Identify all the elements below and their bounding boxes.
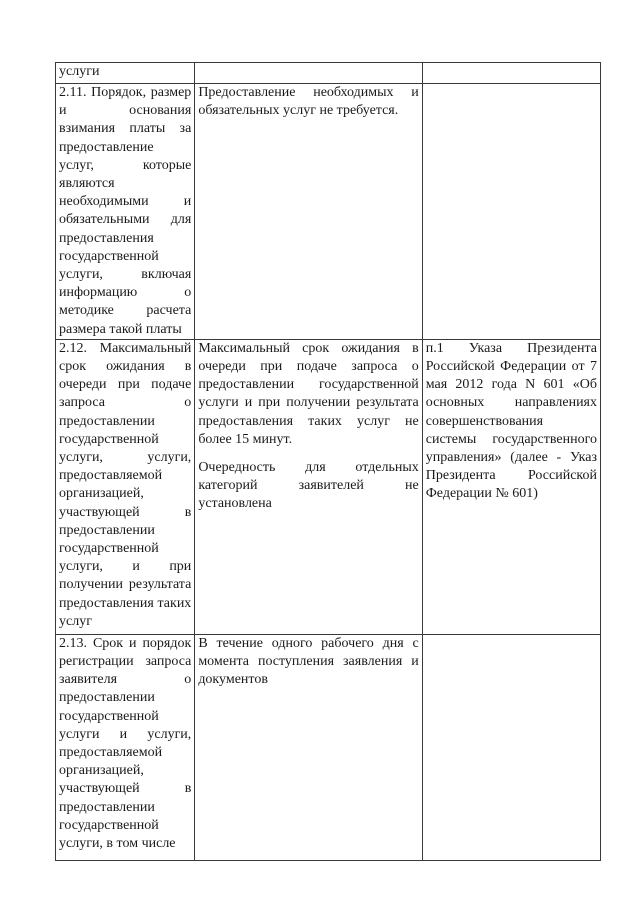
- cell-text: 2.13. Срок и порядок регистрации запроса заявителя о предоставлении государственной услуги и услуги, предоставляемой организацией, участвующей в предоставлении государственной услуги, в том числе: [59, 635, 192, 852]
- table-cell-reference: [422, 84, 600, 340]
- table-cell-content: [195, 63, 422, 84]
- table-cell-content: [195, 84, 422, 340]
- table-cell-content: [195, 634, 422, 860]
- table-cell-criterion: [56, 339, 195, 634]
- table-cell-criterion: [56, 63, 195, 84]
- cell-text: п.1 Указа Президента Российской Федерации от 7 мая 2012 года N 601 «Об основных направлениях совершенствования системы государственного управления» (далее - Указ Президента Российской Федерации № 601): [425, 340, 597, 502]
- cell-text: Предоставление необходимых и обязательных услуг не требуется.: [198, 85, 419, 119]
- cell-text: 2.12. Максимальный срок ожидания в очереди при подаче запроса о предоставлении государственной услуги, услуги, предоставляемой организацией, участвующей в предоставлении государственной услуги, и при получении результата предоставления таких услуг: [59, 340, 192, 629]
- table-cell-reference: [422, 339, 600, 634]
- table-cell-criterion: [56, 84, 195, 340]
- table-cell-criterion: [56, 634, 195, 860]
- table-row: [56, 339, 601, 634]
- document-table: [55, 62, 601, 861]
- table-row: [56, 634, 601, 860]
- table-cell-reference: [422, 63, 600, 84]
- table-cell-reference: [422, 634, 600, 860]
- cell-text: Максимальный срок ожидания в очереди при подаче запроса о предоставлении государственной услуги и при получении результата предоставления таких услуг не более 15 минут.: [198, 340, 419, 447]
- cell-text: 2.11. Порядок, размер и основания взимания платы за предоставление услуг, которые являются необходимыми и обязательными для предоставления государственной услуги, включая информацию о методике расчета размера такой платы: [59, 85, 192, 337]
- table-cell-content: [195, 339, 422, 634]
- cell-text: Очередность для отдельных категорий заявителей не установлена: [198, 460, 419, 512]
- table-row: [56, 84, 601, 340]
- cell-text: услуги: [59, 64, 100, 79]
- table-row: [56, 63, 601, 84]
- cell-text: В течение одного рабочего дня с момента поступления заявления и документов: [198, 635, 419, 688]
